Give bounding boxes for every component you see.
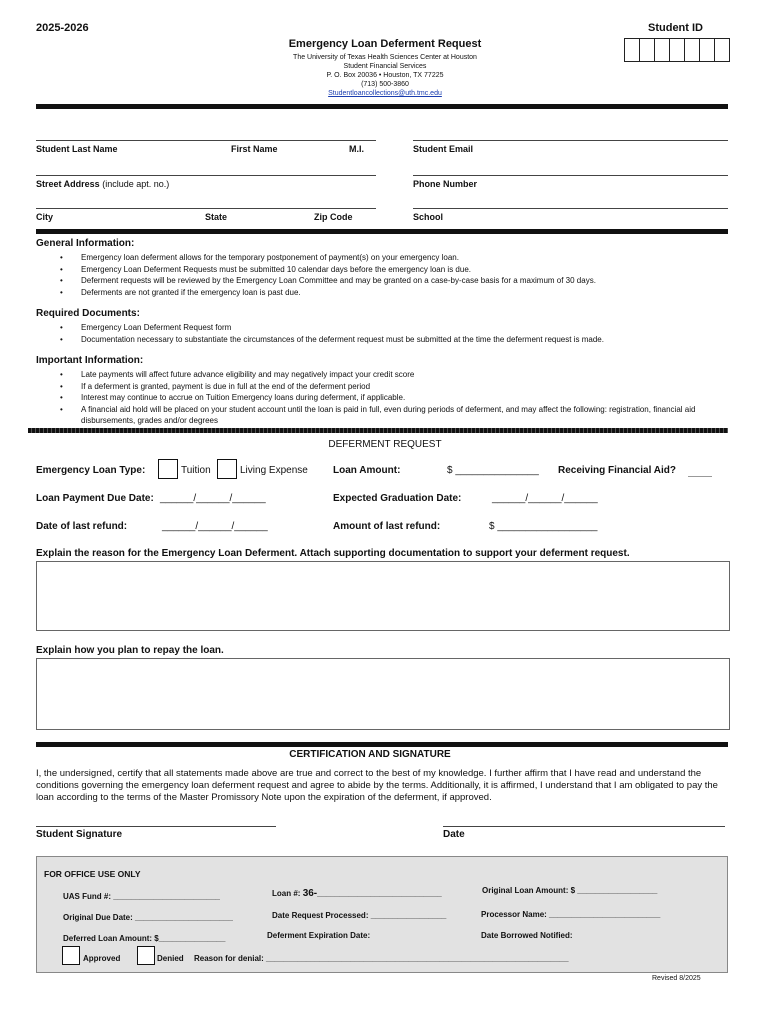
important-list (60, 369, 710, 427)
email-link[interactable]: Studentloancollections@uth.tmc.edu (328, 90, 442, 97)
living-expense-checkbox[interactable] (217, 459, 237, 479)
list-item: • If a deferment is granted, payment is due in full at the end of the deferment period (60, 381, 710, 393)
id-digit-box[interactable] (669, 38, 684, 62)
uas-fund-field[interactable]: UAS Fund #: ________________________ (63, 892, 220, 901)
list-item: • Emergency loan deferment allows for the temporary postponement of payment(s) on your emergency loan. (60, 252, 710, 264)
last-name-label: Student Last Name (36, 144, 118, 154)
loan-number-blank: ____________________________ (317, 889, 442, 898)
org-line: Student Financial Services (343, 63, 427, 70)
last-refund-date-field[interactable]: ______/______/______ (162, 521, 268, 532)
zip-label: Zip Code (314, 212, 353, 222)
loan-type-label: Emergency Loan Type: (36, 465, 146, 476)
receiving-aid-label: Receiving Financial Aid? (558, 465, 676, 476)
school-label: School (413, 212, 444, 222)
office-use-box (36, 856, 728, 973)
receiving-aid-field[interactable] (688, 476, 712, 477)
revised-date: Revised 8/2025 (652, 975, 701, 982)
org-line: (713) 500-3860 (361, 81, 409, 88)
list-item: • Deferments are not granted if the emergency loan is past due. (60, 287, 710, 299)
id-digit-box[interactable] (699, 38, 714, 62)
list-item: • Emergency Loan Deferment Request form (60, 322, 710, 334)
city-label: City (36, 212, 54, 222)
org-line: The University of Texas Health Sciences Center at Houston (293, 54, 477, 61)
list-item: • Late payments will affect future advance eligibility and may negatively impact your credit score (60, 369, 710, 381)
state-label: State (205, 212, 228, 222)
certification-text: I, the undersigned, certify that all statements made above are true and correct to the best of my knowledge. I further affirm that I have read and understand the conditions governing the emergency loan deferment request and agree to abide by the terms. Additionally, it is affirmed, I understand that I am obligated to pay the loan according to the terms of the Master Promissory Note upon the expiration of the deferment, if approved. (36, 768, 718, 803)
divider (36, 104, 728, 109)
repay-textarea[interactable] (36, 658, 730, 730)
email-line[interactable] (413, 140, 728, 141)
loan-number-label: Loan #: (272, 889, 301, 898)
general-list (60, 252, 710, 298)
denial-reason-field[interactable]: Reason for denial: ____________________________________________________________________ (194, 954, 569, 963)
deferment-heading: DEFERMENT REQUEST (328, 439, 442, 450)
signature-label: Student Signature (36, 829, 123, 840)
id-digit-box[interactable] (714, 38, 730, 62)
loan-number-prefix: 36- (302, 888, 318, 899)
last-refund-amount-label: Amount of last refund: (333, 521, 441, 532)
loan-amount-field[interactable]: $ _______________ (447, 465, 539, 476)
due-date-field[interactable]: ______/______/______ (160, 493, 266, 504)
street-label-bold: Street Address (36, 179, 100, 189)
tuition-label: Tuition (181, 465, 211, 476)
form-year: 2025-2026 (36, 22, 89, 34)
important-heading: Important Information: (36, 355, 144, 366)
street-note: (include apt. no.) (102, 179, 170, 189)
last-refund-amount-field[interactable]: $ __________________ (489, 521, 598, 532)
orig-amount-field[interactable]: Original Loan Amount: $ __________________ (482, 886, 658, 895)
list-item: • A financial aid hold will be placed on your student account until the loan is paid in full, even during periods of deferment, and may affect the following: registration, financial aid disbursements, grades and/or degrees (60, 404, 710, 427)
general-heading: General Information: (36, 238, 135, 249)
id-digit-box[interactable] (624, 38, 639, 62)
street-line[interactable] (36, 175, 376, 176)
list-item: • Emergency Loan Deferment Requests must be submitted 10 calendar days before the emergency loan is due. (60, 264, 710, 276)
denied-checkbox[interactable] (137, 946, 155, 965)
date-processed-field[interactable]: Date Request Processed: _________________ (272, 911, 447, 920)
name-line[interactable] (36, 140, 376, 141)
approved-label: Approved (83, 954, 121, 963)
id-digit-box[interactable] (684, 38, 699, 62)
list-item: • Deferment requests will be reviewed by the Emergency Loan Committee and may be granted on a case-by-case basis for a maximum of 30 days. (60, 275, 710, 287)
first-name-label: First Name (231, 144, 278, 154)
tuition-checkbox[interactable] (158, 459, 178, 479)
list-item: • Documentation necessary to substantiate the circumstances of the deferment request must be submitted at the time the deferment request is made. (60, 334, 710, 346)
city-line[interactable] (36, 208, 376, 209)
last-refund-date-label: Date of last refund: (36, 521, 128, 532)
phone-label: Phone Number (413, 179, 478, 189)
list-item: • Interest may continue to accrue on Tuition Emergency loans during deferment, if applicable. (60, 392, 710, 404)
divider (28, 428, 728, 433)
loan-amount-label: Loan Amount: (333, 465, 401, 476)
explain-repay-label: Explain how you plan to repay the loan. (36, 645, 224, 656)
signature-line[interactable] (36, 826, 276, 827)
required-heading: Required Documents: (36, 308, 140, 319)
explain-reason-label: Explain the reason for the Emergency Loan Deferment. Attach supporting documentation to support your deferment request. (36, 548, 630, 559)
processor-field[interactable]: Processor Name: _________________________ (481, 910, 661, 919)
denied-label: Denied (157, 954, 184, 963)
certification-heading: CERTIFICATION AND SIGNATURE (289, 749, 451, 760)
grad-date-label: Expected Graduation Date: (333, 493, 462, 504)
form-title: Emergency Loan Deferment Request (288, 38, 482, 50)
office-heading: FOR OFFICE USE ONLY (44, 869, 141, 879)
phone-line[interactable] (413, 175, 728, 176)
divider (36, 742, 728, 747)
date-label: Date (443, 829, 465, 840)
date-borrowed-label: Date Borrowed Notified: (481, 931, 573, 940)
date-line[interactable] (443, 826, 725, 827)
mi-label: M.I. (349, 144, 364, 154)
org-line: P. O. Box 20036 • Houston, TX 77225 (326, 72, 444, 79)
loan-number-field[interactable] (272, 888, 442, 899)
grad-date-field[interactable]: ______/______/______ (492, 493, 598, 504)
student-email-label: Student Email (413, 144, 474, 154)
school-line[interactable] (413, 208, 728, 209)
reason-textarea[interactable] (36, 561, 730, 631)
student-id-boxes[interactable] (624, 38, 730, 62)
deferred-amount-field[interactable]: Deferred Loan Amount: $_______________ (63, 934, 226, 943)
required-list (60, 322, 710, 345)
street-label (36, 179, 169, 189)
approved-checkbox[interactable] (62, 946, 80, 965)
id-digit-box[interactable] (639, 38, 654, 62)
expiration-date-label: Deferment Expiration Date: (267, 931, 371, 940)
living-expense-label: Living Expense (240, 465, 308, 476)
due-date-label: Loan Payment Due Date: (36, 493, 154, 504)
id-digit-box[interactable] (654, 38, 669, 62)
divider (36, 229, 728, 234)
org-address (235, 53, 535, 98)
orig-due-field[interactable]: Original Due Date: ______________________ (63, 913, 233, 922)
student-id-label: Student ID (648, 22, 703, 34)
